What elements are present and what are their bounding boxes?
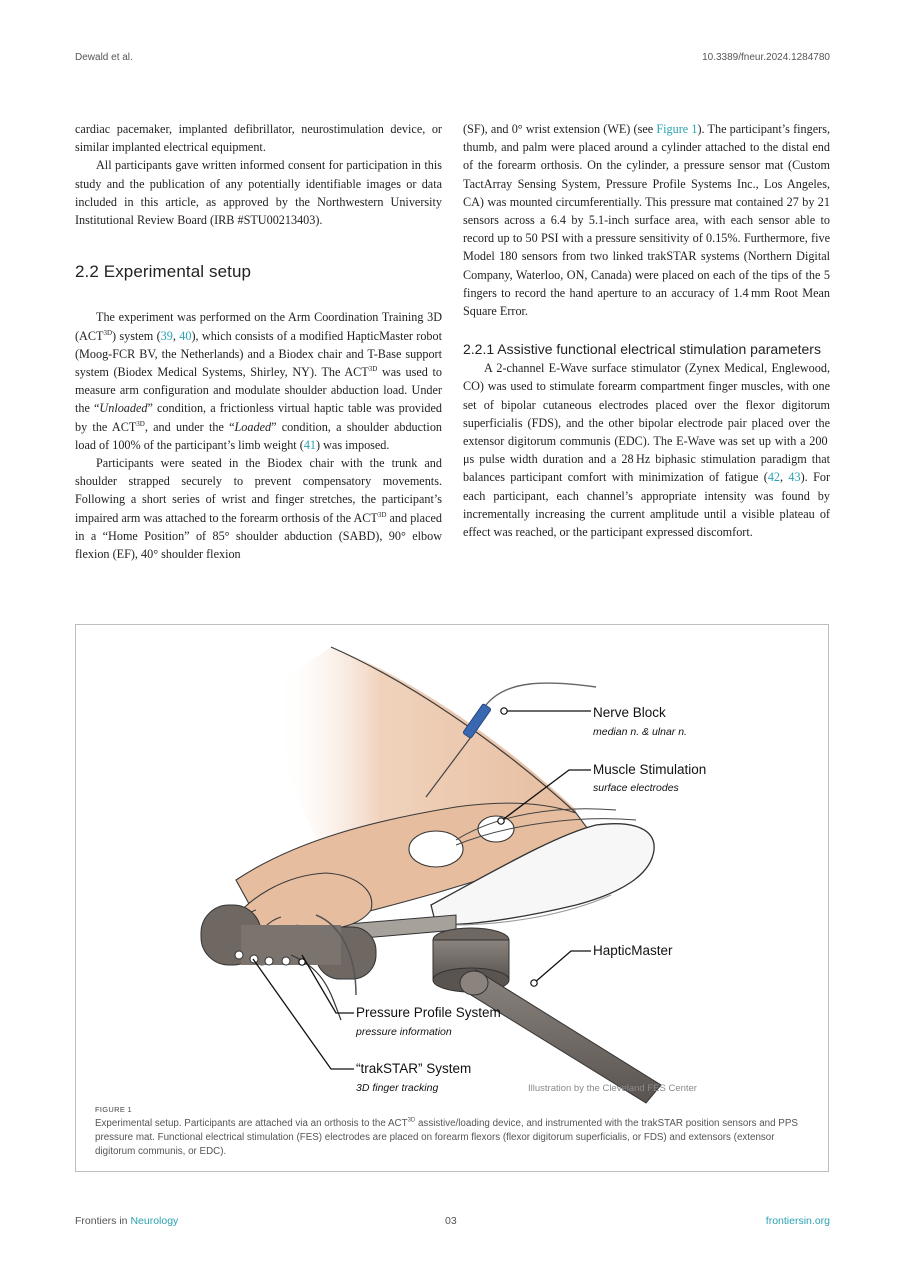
label-muscle-stimulation: Muscle Stimulation: [593, 762, 707, 777]
label-hapticmaster: HapticMaster: [593, 943, 673, 958]
finger-sensor: [282, 957, 290, 965]
finger-sensor: [250, 955, 258, 963]
finger-sensor: [235, 951, 243, 959]
paragraph: The experiment was performed on the Arm Coordination Training 3D $(ACT^{3D})$ system (39, 40), which consists of a modified HapticMaster robot (Moog-FCR BV, the Netherlands) and a Biodex chair and T-Base support system (Biodex Medical Systems, Shirley, NY). The $ACT^{3D}$ was used to measure arm configuration and modulate shoulder abduction load. Under the “Unloaded” condition, a frictionless virtual haptic table was provided by the $ACT^{3D}$, and under the “Loaded” condition, a shoulder abduction load of 100% of the participant’s limb weight (41) was imposed.: [75, 310, 443, 452]
reference-link[interactable]: 42: [767, 470, 781, 485]
page-number: 03: [445, 1215, 457, 1227]
paragraph: All participants gave written informed consent for participation in this study and the publication of any potentially identifiable images or data included in this article, as approved by the Northwestern University Institutional Review Board (IRB #STU00213403).: [75, 158, 442, 228]
footer-journal: Frontiers in Neurology: [75, 1215, 179, 1227]
figure-1: [75, 624, 829, 1172]
figure-link[interactable]: Figure 1: [656, 122, 698, 136]
subsection-heading: 2.2.1 Assistive functional electrical stimulation parameters: [463, 341, 821, 358]
running-header-authors: Dewald et al.: [75, 52, 133, 63]
figure-caption-title: FIGURE 1: [95, 1105, 132, 1114]
label-pressure-profile-system: Pressure Profile System: [356, 1005, 501, 1020]
left-column: [75, 120, 442, 563]
paragraph: Participants were seated in the Biodex chair with the trunk and shoulder strapped securely to prevent compensatory movements. Following a short series of wrist and finger stretches, the participant’s impaired arm was attached to the forearm orthosis of the $ACT^{3D}$ and placed in a “Home Position” of 85° shoulder abduction (SABD), 90° elbow flexion (EF), 40° shoulder flexion: [75, 456, 442, 562]
reference-link[interactable]: 41: [303, 437, 316, 452]
section-heading: 2.2 Experimental setup: [75, 262, 252, 282]
finger-sensor: [265, 957, 273, 965]
paragraph: cardiac pacemaker, implanted defibrillator, neurostimulation device, or similar implanted electrical equipment.: [75, 122, 442, 155]
label-muscle-stimulation-sub: surface electrodes: [593, 782, 679, 794]
label-trakstar-system: “trakSTAR” System: [356, 1061, 472, 1076]
label-nerve-block: Nerve Block: [593, 705, 666, 720]
label-nerve-block-sub: median n. & ulnar n.: [593, 726, 687, 738]
reference-link[interactable]: 39: [160, 328, 173, 343]
label-pressure-profile-system-sub: pressure information: [356, 1026, 452, 1038]
running-header-doi: 10.3389/fneur.2024.1284780: [702, 52, 830, 63]
label-trakstar-system-sub: 3D finger tracking: [356, 1082, 439, 1094]
reference-link[interactable]: 40: [179, 328, 192, 343]
figure-illustration: [76, 625, 830, 1173]
paragraph: (SF), and 0° wrist extension (WE) (see Figure 1). The participant’s fingers, thumb, and palm were placed around a cylinder attached to the distal end of the forearm orthosis. On the cylinder, a pressure sensor mat (Custom TactArray Sensing System, Pressure Profile Systems Inc., Los Angeles, CA) was mounted circumferentially. This pressure mat contained 27 by 21 sensors across a 6.4 by 5.1-inch surface area, with each sensor able to record up to 50 PSI with a pressure sensitivity of 0.15%. Furthermore, five Model 180 sensors from two linked trakSTAR systems (Northern Digital Company, Waterloo, ON, Canada) were placed on each of the tips of the 5 fingers to record the hand aperture to an accuracy of 1.4 mm Root Mean Square Error.: [463, 122, 830, 319]
figure-caption: Experimental setup. Participants are attached via an orthosis to the $ACT^{3D}$ assistive/loading device, and instrumented with the trakSTAR position sensors and PPS pressure mat. Functional electrical stimulation (FES) electrodes are placed on forearm flexors (flexor digitorum superficialis, or FDS) and extensors (extensor digitorum communis, or EDC).: [95, 1117, 798, 1157]
right-column: [463, 120, 830, 541]
site-link[interactable]: frontiersin.org: [765, 1215, 830, 1227]
paragraph: A 2-channel E-Wave surface stimulator (Zynex Medical, Englewood, CO) was used to stimulate forearm compartment finger muscles, with one set of bipolar cutaneous electrodes placed over the flexor digitorum superficialis (FDS), and the other bipolar electrode pair placed over the extensor digitorum communis (EDC). The E-Wave was set up with a 200 μs pulse width duration and a 28 Hz biphasic stimulation paradigm that balances participant comfort with minimization of fatigue (42, 43). For each participant, each channel’s appropriate intensity was found by incrementally increasing the current amplitude until a visible plateau of effect was reached, or the participant expressed discomfort.: [463, 361, 830, 540]
journal-link[interactable]: Neurology: [130, 1215, 179, 1227]
reference-link[interactable]: 43: [788, 470, 801, 485]
illustration-credit: Illustration by the Cleveland FES Center: [528, 1083, 697, 1094]
electrode-pad: [409, 831, 463, 867]
